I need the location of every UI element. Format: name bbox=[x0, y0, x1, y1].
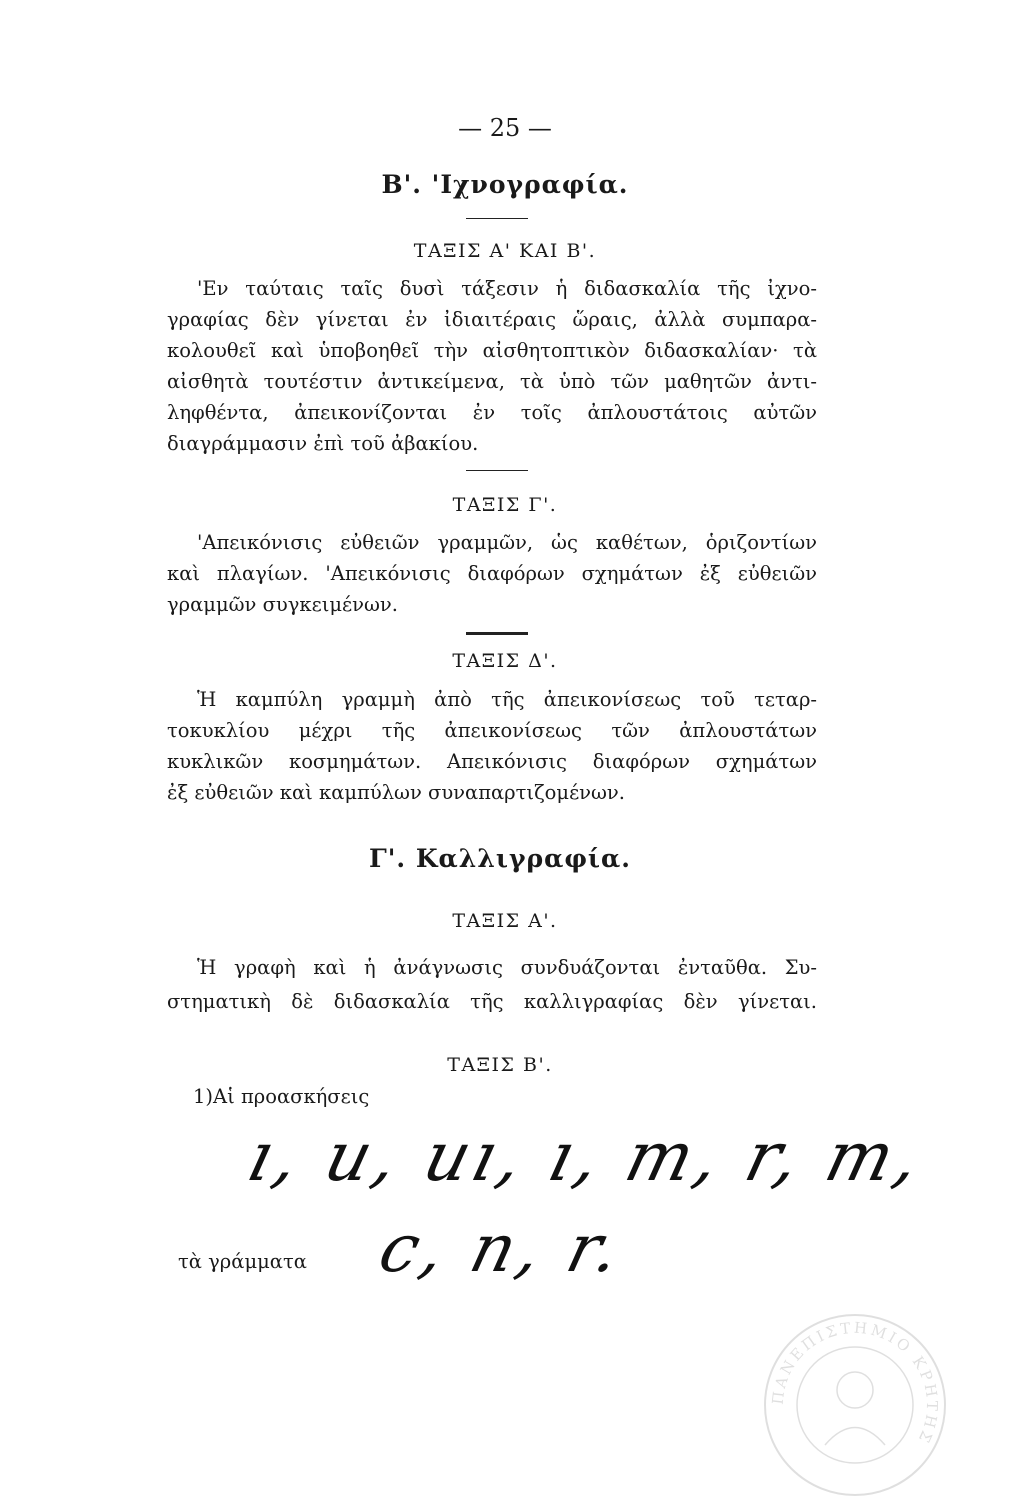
paragraph-class-c bbox=[167, 527, 817, 620]
text-line: ἐξ εὐθειῶν καὶ καμπύλων συναπαρτιζομένων. bbox=[167, 781, 625, 804]
page-number: — 25 — bbox=[458, 114, 552, 142]
calligraphy-strokes-sample: ı, u, uı, ı, m, r, m, bbox=[240, 1118, 932, 1197]
text-line: τοκυκλίου μέχρι τῆς ἀπεικονίσεως τῶν ἀπλουστάτων bbox=[167, 719, 817, 742]
divider bbox=[466, 470, 528, 471]
class-heading-calligraphy-a: ΤΑΞΙΣ Α'. bbox=[452, 910, 558, 932]
text-line: κυκλικῶν κοσμημάτων. Απεικόνισις διαφόρων σχημάτων bbox=[167, 750, 817, 773]
class-heading-ab: ΤΑΞΙΣ Α' ΚΑΙ Β'. bbox=[413, 240, 597, 262]
text-line: Ἡ γραφὴ καὶ ἡ ἀνάγνωσις συνδυάζονται ἐνταῦθα. Συ- bbox=[197, 956, 817, 979]
text-line: κολουθεῖ καὶ ὑποβοηθεῖ τὴν αἰσθητοπτικὸν διδασκαλίαν· τὰ bbox=[167, 339, 817, 362]
divider bbox=[466, 218, 528, 219]
text-line: γραμμῶν συγκειμένων. bbox=[167, 593, 398, 616]
seal-text: ΠΑΝΕΠΙΣΤΗΜΙΟ ΚΡΗΤΗΣ bbox=[768, 1318, 942, 1448]
text-line: ληφθέντα, ἀπεικονίζονται ἐν τοῖς ἀπλουστάτοις αὐτῶν bbox=[167, 401, 817, 424]
paragraph-class-ab bbox=[167, 273, 817, 459]
letters-label: τὰ γράμματα bbox=[178, 1250, 307, 1273]
class-heading-c: ΤΑΞΙΣ Γ'. bbox=[452, 494, 558, 516]
paragraph-class-d bbox=[167, 684, 817, 808]
section-title-calligraphy: Γ'. Καλλιγραφία. bbox=[369, 844, 631, 873]
text-line: στηματικὴ δὲ διδασκαλία τῆς καλλιγραφίας δὲν γίνεται. bbox=[167, 990, 817, 1013]
class-heading-calligraphy-b: ΤΑΞΙΣ Β'. bbox=[447, 1054, 553, 1076]
divider bbox=[466, 632, 528, 635]
paragraph-calligraphy-a bbox=[167, 951, 817, 1019]
text-line: γραφίας δὲν γίνεται ἐν ἰδιαιτέραις ὥραις, ἀλλὰ συμπαρα- bbox=[167, 308, 817, 331]
section-title-drawing: Β'. 'Ιχνογραφία. bbox=[381, 170, 629, 199]
text-line: 'Απεικόνισις εὐθειῶν γραμμῶν, ὡς καθέτων, ὁριζοντίων bbox=[197, 531, 817, 554]
text-line: 'Εν ταύταις ταῖς δυσὶ τάξεσιν ἡ διδασκαλία τῆς ἰχνο- bbox=[197, 277, 817, 300]
text-line: διαγράμμασιν ἐπὶ τοῦ ἀβακίου. bbox=[167, 432, 479, 455]
text-line: καὶ πλαγίων. 'Απεικόνισις διαφόρων σχημάτων ἐξ εὐθειῶν bbox=[167, 562, 817, 585]
class-heading-d: ΤΑΞΙΣ Δ'. bbox=[452, 650, 558, 672]
calligraphy-letters-sample: c, n, r. bbox=[372, 1210, 632, 1287]
university-seal-watermark bbox=[760, 1310, 950, 1500]
text-line: Ἡ καμπύλη γραμμὴ ἀπὸ τῆς ἀπεικονίσεως τοῦ τεταρ- bbox=[197, 688, 817, 711]
exercise-label: 1)Αἱ προασκήσεις bbox=[193, 1085, 370, 1108]
text-line: αἰσθητὰ τουτέστιν ἀντικείμενα, τὰ ὑπὸ τῶν μαθητῶν ἀντι- bbox=[167, 370, 817, 393]
